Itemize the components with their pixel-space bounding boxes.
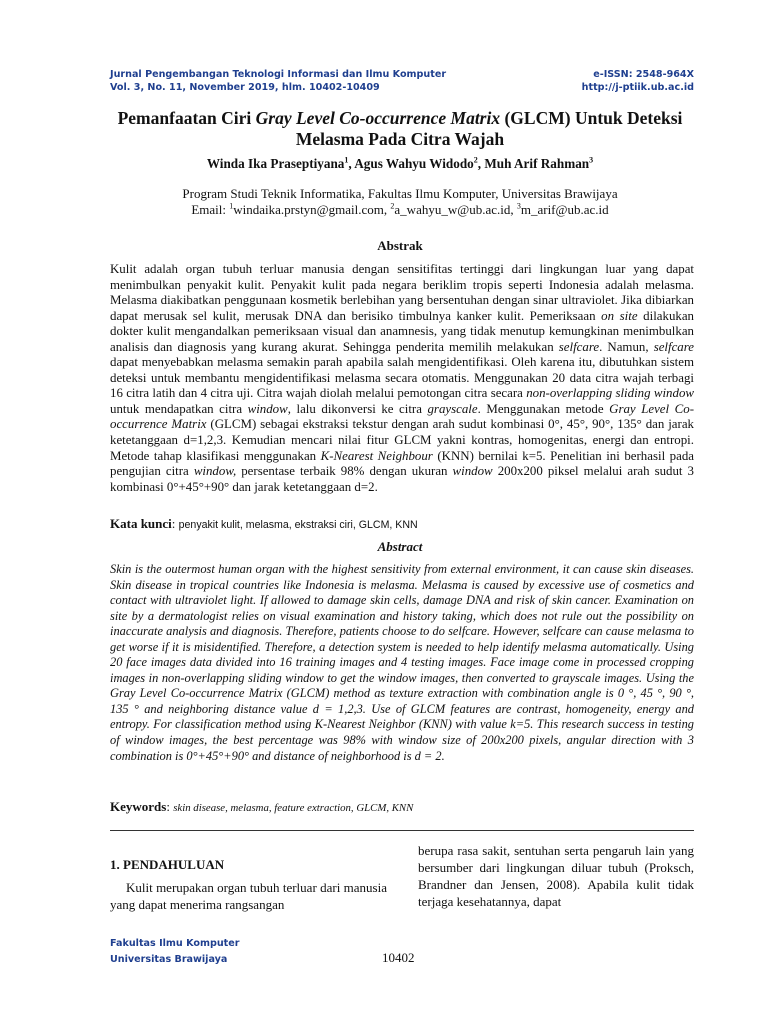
page-number: 10402 [382, 950, 415, 965]
kata-kunci: Kata kunci: penyakit kulit, melasma, ekstraksi ciri, GLCM, KNN [110, 516, 418, 531]
author-list: Winda Ika Praseptiyana$^1$, Agus Wahyu Widodo$^2$, Muh Arif Rahman$^3$ [206, 155, 594, 171]
journal-url[interactable]: http://j-ptiik.ub.ac.id [581, 82, 694, 93]
abstrak-body: Kulit adalah organ tubuh terluar manusia dengan sensitifitas tertinggi dari lingkungan luar yang dapat menimbulkan penyakit kulit. Penyakit kulit pada negara beriklim tropis seperti Indonesia adalah melasma. Melasma diakibatkan penggunaan kosmetik berlebihan yang bersentuhan dengan sinar ultraviolet. Jika dibiarkan dapat merusak sel kulit, merusak DNA dan berisiko timbulnya kanker kulit. Pemeriksaan on site dilakukan dokter kulit mengandalkan pemeriksaan visual dan anamnesis, yang tidak menutup kemungkinan menimbulkan analisis dan diagnosis yang kurang akurat. Sehingga penderita memilih melakukan selfcare. Namun, selfcare dapat menyebabkan melasma semakin parah apabila salah mengidentifikasi. Oleh karena itu, dibutuhkan sistem deteksi untuk membantu mengidentifikasi melasma secara otomatis. Menggunakan 20 data citra wajah terbagi 16 citra latih dan 4 citra uji. Citra wajah diolah melalui pemotongan citra secara non-overlapping sliding window untuk mendapatkan citra window, lalu dikonversi ke citra grayscale. Menggunakan metode Gray Level Co-occurrence Matrix (GLCM) sebagai ekstraksi tekstur dengan arah sudut kombinasi 0°, 45°, 90°, 135° dan jarak ketetanggaan d=1,2,3. Kemudian mencari nilai fitur GLCM yakni kontras, homogenitas, energi dan entropi. Metode tahap klasifikasi menggunakan K-Nearest Neighbour (KNN) bernilai k=5. Penelitian ini berhasil pada pengujian citra window, persentase terbaik 98% dengan ukuran window 200x200 piksel melalui arah sudut 3 kombinasi 0°+45°+90° dan jarak ketetanggaan d=2. [110, 262, 695, 494]
keywords: Keywords: skin disease, melasma, feature extraction, GLCM, KNN [110, 799, 414, 814]
left-column [110, 856, 387, 913]
abstrak-heading: Abstrak [377, 238, 423, 253]
journal-name: Jurnal Pengembangan Teknologi Informasi dan Ilmu Komputer [110, 69, 447, 80]
abstract-heading: Abstract [377, 539, 423, 554]
section-divider [110, 830, 694, 831]
running-header [110, 68, 694, 94]
right-column [418, 842, 694, 910]
affiliation-line: Program Studi Teknik Informatika, Fakultas Ilmu Komputer, Universitas Brawijaya [182, 186, 618, 201]
abstract-body: Skin is the outermost human organ with the highest sensitivity from external environment, it can cause skin diseases. Skin disease in tropical countries like Indonesia is melasma. Melasma is caused by excessive use of cosmetics and contact with ultraviolet light. If allowed to damage skin cells, damage DNA and risk of skin cancer. Examination on site by a dermatologist relies on visual examination and history taking, which does not rule out the possibility on inaccurate analysis and diagnosis. Therefore, patients choose to do selfcare. However, selfcare can cause melasma to get worse if it is misidentified. Therefore, a detection system is needed to help identify melasma automatically. Using 20 face images data divided into 16 training images and 4 testing images. Face image come in processed cropping images in non-overlapping sliding window to get the window images, then converted to grayscale images. Using the Gray Level Co-occurrence Matrix (GLCM) method as texture extraction with combination angle is 0 °, 45 °, 90 °, 135 ° and neighboring distance value d = 1,2,3. Use of GLCM features are contrast, homogeneity, energy and entropy. For classification method using K-Nearest Neighbor (KNN) with value k=5. This research success in testing of window images, the best percentage was 98% with window size of 200x200 pixels, angular direction with 3 combination is 0°+45°+90° and distance of neighborhood is d = 2. [110, 562, 694, 763]
affiliation [100, 186, 700, 218]
footer-faculty: Fakultas Ilmu Komputer [110, 938, 240, 949]
intro-paragraph: Kulit merupakan organ tubuh terluar dari manusia yang dapat menerima rangsangan [110, 880, 387, 912]
paper-title: Pemanfaatan Ciri Gray Level Co-occurrence Matrix (GLCM) Untuk Deteksi Melasma Pada Citra Wajah [117, 108, 683, 149]
section-heading: 1. PENDAHULUAN [110, 857, 225, 872]
issn: e-ISSN: 2548-964X [593, 69, 694, 80]
volume-info: Vol. 3, No. 11, November 2019, hlm. 10402-10409 [110, 82, 380, 93]
footer-university: Universitas Brawijaya [110, 954, 228, 965]
intro-continuation: berupa rasa sakit, sentuhan serta pengaruh lain yang bersumber dari lingkungan diluar tubuh (Proksch, Brandner dan Jensen, 2008). Apabila kulit tidak terjaga kesehatannya, dapat [418, 843, 694, 909]
footer-affiliation [110, 936, 239, 968]
email-line: Email: $^1$windaika.prstyn@gmail.com, $^2$a_wahyu_w@ub.ac.id, $^3$m_arif@ub.ac.id [191, 201, 609, 217]
title-italic: Gray Level Co-occurrence Matrix [255, 108, 501, 128]
